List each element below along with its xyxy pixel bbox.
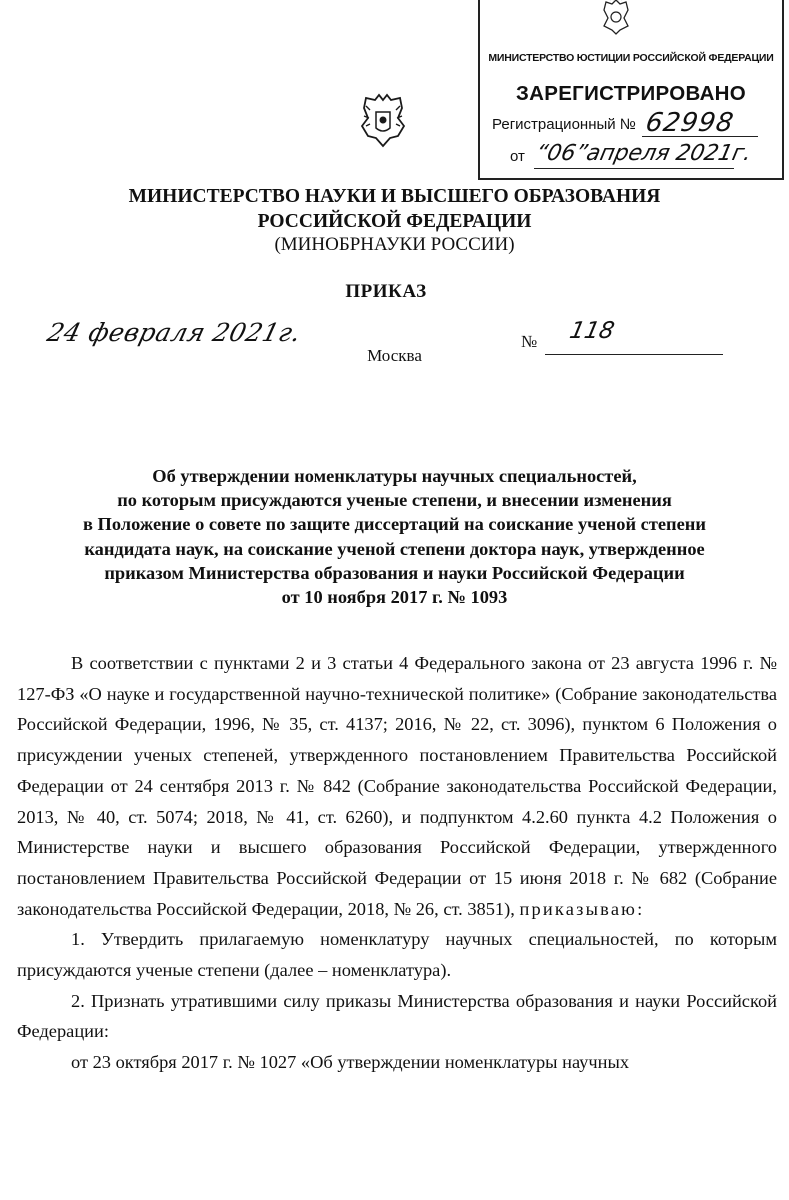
stamp-date-value: “06”апреля 2021г.	[533, 141, 754, 166]
coat-of-arms-icon	[596, 0, 636, 36]
order-title-line: приказом Министерства образования и науки Российской Федерации	[104, 562, 685, 583]
item-2-paragraph: 2. Признать утратившими силу приказы Министерства образования и науки Российской Федерации:	[17, 990, 777, 1042]
preamble-text: В соответствии с пунктами 2 и 3 статьи 4 Федерального закона от 23 августа 1996 г. № 127-ФЗ «О науке и государственной научно-технической политике» (Собрание законодательства Российской Федерации, 1996, № 35, ст. 4137; 2016, № 22, ст. 3096), пунктом 6 Положения о присуждении ученых степеней, утвержденного постановлением Правительства Российской Федерации от 24 сентября 2013 г. № 842 (Собрание законодательства Российской Федерации, 2013, № 40, ст. 5074; 2018, № 41, ст. 6260), и подпунктом 4.2.60 пункта 4.2 Положения о Министерстве науки и высшего образования Российской Федерации, утвержденного постановлением Правительства Российской Федерации от 15 июня 2018 г. № 682 (Собрание законодательства Российской Федерации, 2018, № 26, ст. 3851),	[17, 653, 777, 919]
order-title-line: Об утверждении номенклатуры научных специальностей,	[152, 466, 637, 486]
order-title-line: в Положение о совете по защите диссертаций на соискание ученой степени	[83, 514, 706, 535]
ministry-abbreviation: (МИНОБРНАУКИ РОССИИ)	[274, 234, 515, 255]
stamp-regnum-label: Регистрационный №	[492, 116, 636, 133]
ministry-name-line-2: РОССИЙСКОЙ ФЕДЕРАЦИИ	[257, 211, 532, 232]
order-number-value: 118	[567, 318, 617, 344]
signature-date: 24 февраля 2021г.	[44, 318, 305, 347]
stamp-regnum-value: 62998	[643, 108, 737, 138]
item-1-paragraph: 1. Утвердить прилагаемую номенклатуру научных специальностей, по которым присуждаются ученые степени (далее – номенклатура).	[17, 929, 777, 981]
stamp-registered-label: ЗАРЕГИСТРИРОВАНО	[515, 82, 747, 105]
city: Москва	[367, 346, 422, 365]
decree-word: приказываю:	[519, 898, 645, 919]
registration-stamp	[478, 0, 784, 180]
order-title-line: от 10 ноября 2017 г. № 1093	[281, 587, 508, 608]
stamp-ministry-name: МИНИСТЕРСТВО ЮСТИЦИИ РОССИЙСКОЙ ФЕДЕРАЦИИ	[488, 52, 774, 64]
order-title-line: по которым присуждаются ученые степени, и внесении изменения	[117, 490, 672, 511]
stamp-regnum-underline	[642, 136, 758, 137]
order-body	[17, 648, 777, 1078]
document-type: ПРИКАЗ	[345, 281, 427, 302]
ministry-name	[0, 184, 789, 234]
order-title-line: кандидата наук, на соискание ученой степени доктора наук, утвержденное	[84, 538, 705, 559]
order-number-label: №	[521, 332, 538, 351]
ministry-name-line-1: МИНИСТЕРСТВО НАУКИ И ВЫСШЕГО ОБРАЗОВАНИЯ	[128, 186, 661, 207]
stamp-from-label: от	[510, 148, 525, 165]
order-title	[0, 464, 789, 609]
coat-of-arms-icon	[356, 92, 410, 150]
item-3-paragraph: от 23 октября 2017 г. № 1027 «Об утверждении номенклатуры научных	[71, 1052, 630, 1073]
stamp-date-underline	[534, 168, 734, 169]
preamble-paragraph	[17, 648, 777, 924]
